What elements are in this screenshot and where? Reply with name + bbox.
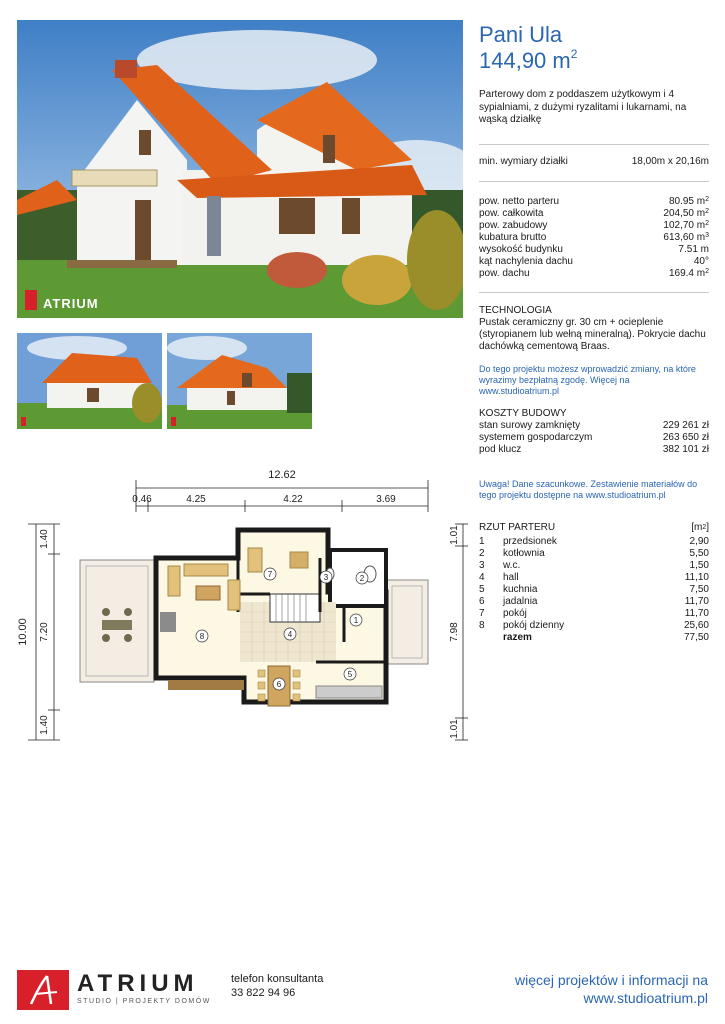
cost-row xyxy=(479,432,709,444)
param-value: 80.95 $m^2$ xyxy=(668,196,709,207)
divider xyxy=(479,292,709,293)
cost-row xyxy=(479,444,709,456)
dim-left-mid: 7.20 xyxy=(39,622,50,642)
atrium-logo-word: ATRIUM xyxy=(77,970,199,997)
rooms-header xyxy=(479,522,709,534)
param-label: pow. całkowita xyxy=(479,208,544,219)
room-row: 7 pokój 11,70 xyxy=(479,608,709,619)
dim-right-bottom: 1.01 xyxy=(449,719,460,739)
house-thumbnail-front[interactable] xyxy=(17,333,162,429)
room-row: 2 kotłownia 5,50 xyxy=(479,548,709,559)
plan-room-label: 8 xyxy=(199,632,205,641)
plan-room-label: 2 xyxy=(359,574,365,583)
param-row xyxy=(479,268,709,280)
param-label: kubatura brutto xyxy=(479,232,547,243)
param-value: 7.51 m xyxy=(678,244,709,255)
room-row: 4 hall 11,10 xyxy=(479,572,709,583)
plan-room-label: 6 xyxy=(276,680,282,689)
dim-right-mid: 7.98 xyxy=(449,622,460,642)
rooms-table xyxy=(479,522,709,644)
plot-label: min. wymiary działki xyxy=(479,156,568,167)
param-label: kąt nachylenia dachu xyxy=(479,256,573,267)
website-link[interactable]: www.studioatrium.pl xyxy=(583,990,708,1006)
contact-phone[interactable]: 33 822 94 96 xyxy=(231,987,296,999)
room-row: 5 kuchnia 7,50 xyxy=(479,584,709,595)
param-label: wysokość budynku xyxy=(479,244,563,255)
project-area xyxy=(479,48,709,74)
changes-note[interactable]: Do tego projektu możesz wprowadzić zmiany, na które wyrazimy bezpłatną zgodę. Więcej na www.studioatrium.pl xyxy=(479,364,696,396)
project-description: Parterowy dom z poddaszem użytkowym i 4 sypialniami, z dużymi ryzalitami i lukarnami, na wąską działkę xyxy=(479,89,687,125)
more-info xyxy=(515,971,708,1007)
cost-label: systemem gospodarczym xyxy=(479,432,593,443)
param-value: 102,70 $m^2$ xyxy=(663,220,709,231)
more-info-text: więcej projektów i informacji na xyxy=(515,972,708,988)
photo-badge-text: ATRIUM xyxy=(43,296,99,311)
parameters-list xyxy=(479,196,709,280)
atrium-logo[interactable] xyxy=(17,970,217,1010)
cost-label: pod klucz xyxy=(479,444,522,455)
atrium-logo-subtitle: STUDIO | PROJEKTY DOMÓW xyxy=(77,998,211,1005)
plot-value: 18,00m x 20,16m xyxy=(631,156,709,167)
plan-room-label: 7 xyxy=(267,570,273,579)
param-label: pow. dachu xyxy=(479,268,530,279)
dim-total-width: 12.62 xyxy=(268,469,296,481)
dim-seg-3: 4.22 xyxy=(283,494,303,505)
project-area-unit-sup: 2 xyxy=(570,47,578,61)
project-title xyxy=(479,22,709,74)
contact-label: telefon konsultanta xyxy=(231,973,324,985)
param-row xyxy=(479,196,709,208)
dim-seg-1: 0.46 xyxy=(132,494,152,505)
dim-seg-2: 4.25 xyxy=(186,494,206,505)
plan-room-label: 5 xyxy=(347,670,353,679)
room-row: 6 jadalnia 11,70 xyxy=(479,596,709,607)
technology-title: TECHNOLOGIA xyxy=(479,305,552,316)
divider xyxy=(479,144,709,145)
dim-left-total: 10.00 xyxy=(17,618,29,646)
param-value: 169.4 $m^2$ xyxy=(668,268,709,279)
consultant-contact xyxy=(231,972,323,1000)
param-value: 204,50 $m^2$ xyxy=(663,208,709,219)
param-value: 40° xyxy=(693,256,709,267)
technology-section xyxy=(479,305,709,353)
cost-value: 263 650 zł xyxy=(662,432,709,443)
cost-value: 229 261 zł xyxy=(662,420,709,431)
plan-room-label: 4 xyxy=(287,630,293,639)
dim-left-bottom: 1.40 xyxy=(39,715,50,735)
room-row: 1 przedsionek 2,90 xyxy=(479,536,709,547)
cost-row xyxy=(479,420,709,432)
param-row xyxy=(479,244,709,256)
param-row xyxy=(479,256,709,268)
plan-room-label: 1 xyxy=(353,616,359,625)
plan-room-label: 3 xyxy=(323,573,329,582)
dim-left-top: 1.40 xyxy=(39,529,50,549)
param-row xyxy=(479,208,709,220)
rooms-unit: $[m^2]$ xyxy=(691,522,709,533)
room-row: 3 w.c. 1,50 xyxy=(479,560,709,571)
ground-floor-plan xyxy=(8,462,468,752)
estimate-warning[interactable]: Uwaga! Dane szacunkowe. Zestawienie materiałów do tego projektu dostępne na www.studioatrium.pl xyxy=(479,479,698,500)
room-total-row: razem 77,50 xyxy=(503,632,709,643)
house-main-photo xyxy=(17,20,463,318)
project-area-value: 144,90 m xyxy=(479,48,571,73)
cost-value: 382 101 zł xyxy=(662,444,709,455)
divider xyxy=(479,181,709,182)
param-row xyxy=(479,232,709,244)
param-value: 613,60 $m^3$ xyxy=(663,232,709,243)
plot-dimensions-row xyxy=(479,156,709,168)
rooms-title: RZUT PARTERU xyxy=(479,522,556,533)
cost-label: stan surowy zamknięty xyxy=(479,420,581,431)
param-label: pow. zabudowy xyxy=(479,220,548,231)
param-label: pow. netto parteru xyxy=(479,196,560,207)
technology-text: Pustak ceramiczny gr. 30 cm + ocieplenie (styropianem lub wełną mineralną). Pokrycie dachu dachówką cementową Braas. xyxy=(479,317,706,352)
house-thumbnail-side[interactable] xyxy=(167,333,312,429)
dim-right-top: 1.01 xyxy=(449,525,460,545)
project-name: Pani Ula xyxy=(479,22,563,47)
param-row xyxy=(479,220,709,232)
atrium-logo-mark xyxy=(17,970,69,1010)
dim-seg-4: 3.69 xyxy=(376,494,396,505)
costs-section xyxy=(479,408,709,456)
room-row: 8 pokój dzienny 25,60 xyxy=(479,620,709,631)
costs-title: KOSZTY BUDOWY xyxy=(479,408,567,419)
